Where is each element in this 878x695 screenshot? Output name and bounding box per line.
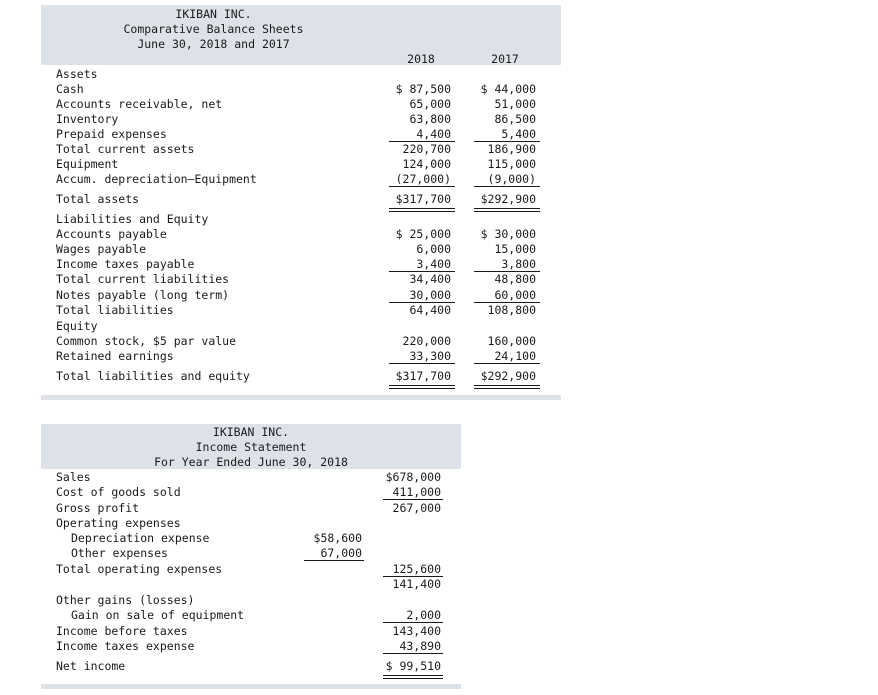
bs-value-2018: 64,400 xyxy=(409,303,451,317)
income-statement-footer-band xyxy=(41,684,461,689)
bs-value-2017: 186,900 xyxy=(487,142,536,156)
double-underline xyxy=(389,385,455,389)
is-row-label: Other gains (losses) xyxy=(56,593,195,607)
is-value-outer: 267,000 xyxy=(392,501,441,515)
bs-value-2017: 108,800 xyxy=(487,303,536,317)
bs-row-label: Accum. depreciation—Equipment xyxy=(56,172,257,186)
bs-row-label: Inventory xyxy=(56,112,119,126)
is-row-label: Operating expenses xyxy=(56,516,181,530)
bs-value-2018: 220,700 xyxy=(402,142,451,156)
bs-value-2018: 65,000 xyxy=(409,97,451,111)
statement-title: Comparative Balance Sheets xyxy=(123,22,304,36)
balance-sheet-panel xyxy=(41,5,561,400)
is-value-inner: 67,000 xyxy=(320,546,362,560)
bs-value-2018: $ 25,000 xyxy=(395,227,451,241)
bs-value-2017: 3,800 xyxy=(501,257,536,271)
bs-value-2017: 115,000 xyxy=(487,157,536,171)
is-value-outer: 2,000 xyxy=(406,608,441,622)
balance-sheet-footer-band xyxy=(41,395,561,400)
column-header-2018: 2018 xyxy=(407,52,435,66)
is-row-label: Depreciation expense xyxy=(71,531,210,545)
bs-row-label: Retained earnings xyxy=(56,349,174,363)
bs-row-label: Total current assets xyxy=(56,142,195,156)
bs-value-2017: 160,000 xyxy=(487,334,536,348)
bs-row-label: Assets xyxy=(56,67,98,81)
statement-date: June 30, 2018 and 2017 xyxy=(137,37,290,51)
bs-row-label: Total assets xyxy=(56,192,140,206)
bs-value-2017: 51,000 xyxy=(494,97,536,111)
bs-value-2018: 63,800 xyxy=(409,112,451,126)
bs-value-2018: 4,400 xyxy=(416,127,451,141)
bs-value-2017: (9,000) xyxy=(487,172,536,186)
bs-value-2018: 34,400 xyxy=(409,272,451,286)
bs-row-label: Accounts payable xyxy=(56,227,167,241)
bs-value-2018: (27,000) xyxy=(395,172,451,186)
bs-value-2018: 3,400 xyxy=(416,257,451,271)
bs-value-2017: 5,400 xyxy=(501,127,536,141)
bs-value-2017: 24,100 xyxy=(494,349,536,363)
underline xyxy=(474,363,540,364)
is-row-label: Total operating expenses xyxy=(56,562,223,576)
is-row-label: Net income xyxy=(56,659,126,673)
is-value-inner: $58,600 xyxy=(313,531,362,545)
is-value-outer: 43,890 xyxy=(399,639,441,653)
bs-value-2017: $ 30,000 xyxy=(480,227,536,241)
is-row-label: Income taxes expense xyxy=(56,639,195,653)
underline xyxy=(389,186,455,187)
bs-row-label: Accounts receivable, net xyxy=(56,97,223,111)
underline xyxy=(304,560,364,561)
is-row-label: Other expenses xyxy=(71,546,168,560)
bs-row-label: Wages payable xyxy=(56,242,147,256)
is-statement-period: For Year Ended June 30, 2018 xyxy=(154,455,348,469)
bs-value-2018: 6,000 xyxy=(416,242,451,256)
double-underline xyxy=(383,675,443,679)
is-value-outer: 143,400 xyxy=(392,624,441,638)
underline xyxy=(383,622,443,623)
underline xyxy=(383,499,443,500)
company-name: IKIBAN INC. xyxy=(175,7,252,21)
bs-value-2017: $292,900 xyxy=(480,192,536,206)
is-company-name: IKIBAN INC. xyxy=(212,425,290,439)
bs-row-label: Liabilities and Equity xyxy=(56,212,209,226)
bs-value-2018: $ 87,500 xyxy=(395,82,451,96)
bs-value-2017: 86,500 xyxy=(494,112,536,126)
bs-value-2017: $ 44,000 xyxy=(480,82,536,96)
bs-value-2017: $292,900 xyxy=(480,369,536,383)
underline xyxy=(389,363,455,364)
is-row-label: Income before taxes xyxy=(56,624,188,638)
underline xyxy=(474,186,540,187)
bs-value-2018: 33,300 xyxy=(409,349,451,363)
bs-row-label: Total current liabilities xyxy=(56,272,230,286)
bs-value-2018: $317,700 xyxy=(395,192,451,206)
bs-value-2017: 60,000 xyxy=(494,288,536,302)
bs-row-label: Equipment xyxy=(56,157,119,171)
is-statement-title: Income Statement xyxy=(195,440,307,454)
is-value-outer: $ 99,510 xyxy=(385,659,441,673)
bs-value-2018: $317,700 xyxy=(395,369,451,383)
bs-row-label: Notes payable (long term) xyxy=(56,288,230,302)
bs-value-2018: 124,000 xyxy=(402,157,451,171)
bs-value-2017: 48,800 xyxy=(494,272,536,286)
is-row-label: Gain on sale of equipment xyxy=(71,608,245,622)
bs-value-2018: 220,000 xyxy=(402,334,451,348)
underline xyxy=(383,653,443,654)
bs-value-2018: 30,000 xyxy=(409,288,451,302)
double-underline xyxy=(474,208,540,212)
is-value-outer: $678,000 xyxy=(385,470,441,484)
is-row-label: Sales xyxy=(56,470,91,484)
is-row-label: Cost of goods sold xyxy=(56,485,181,499)
bs-row-label: Cash xyxy=(56,82,84,96)
bs-row-label: Income taxes payable xyxy=(56,257,195,271)
double-underline xyxy=(389,208,455,212)
bs-row-label: Total liabilities xyxy=(56,303,174,317)
income-statement-panel xyxy=(41,424,461,691)
bs-row-label: Equity xyxy=(56,319,98,333)
is-value-outer: 411,000 xyxy=(392,485,441,499)
is-row-label: Gross profit xyxy=(56,501,140,515)
is-value-outer: 141,400 xyxy=(392,577,441,591)
bs-row-label: Common stock, $5 par value xyxy=(56,334,237,348)
double-underline xyxy=(474,385,540,389)
is-value-outer: 125,600 xyxy=(392,562,441,576)
bs-row-label: Total liabilities and equity xyxy=(56,369,250,383)
bs-row-label: Prepaid expenses xyxy=(56,127,167,141)
column-header-2017: 2017 xyxy=(491,52,519,66)
bs-value-2017: 15,000 xyxy=(494,242,536,256)
